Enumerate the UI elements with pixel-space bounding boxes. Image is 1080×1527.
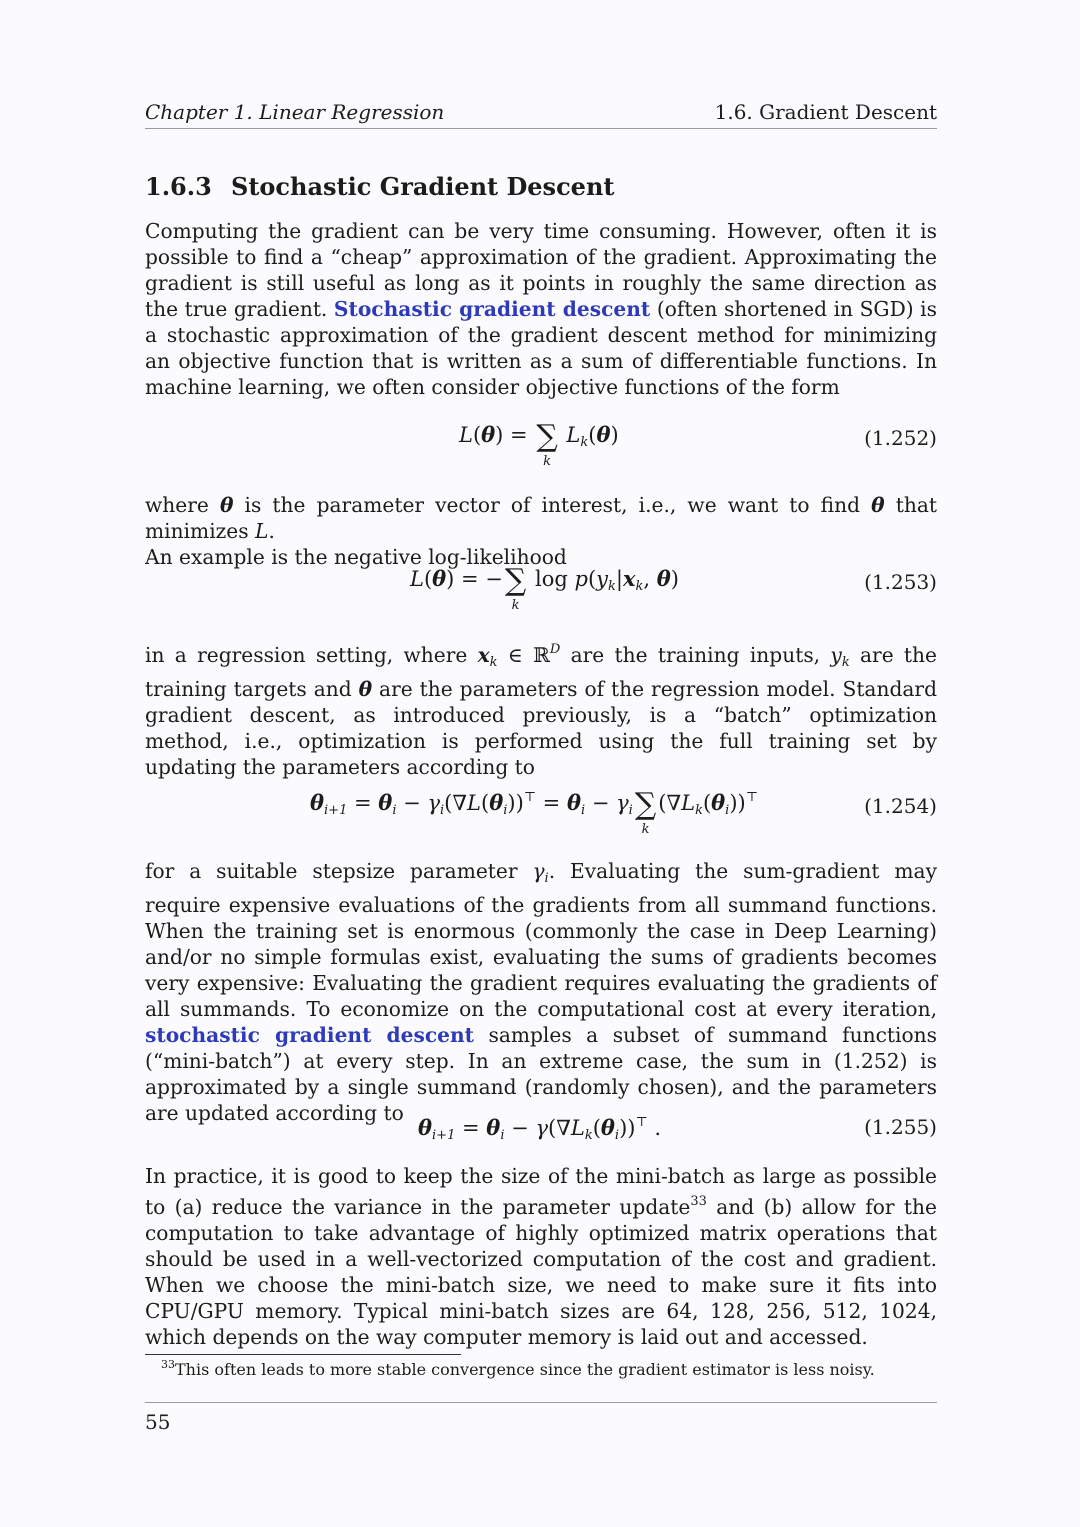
equation-number: (1.254) [864,794,937,818]
equation-number: (1.255) [864,1115,937,1139]
document-page [145,0,937,1527]
equation-1-253 [145,563,937,620]
paragraph-theta: where θ is the parameter vector of interest, i.e., we want to find θ that minimizes L. An example is the negative log-likelihood [145,493,937,569]
sgd-link[interactable]: stochastic gradient descent [145,1023,474,1047]
equation-number: (1.252) [864,426,937,450]
section-heading [145,172,614,201]
paragraph-text: where [145,493,220,517]
equation-1-254 [145,787,937,844]
equation-1-252 [145,419,937,476]
paragraph-text: that minimizes [145,493,937,543]
footnote-mark: 33 [161,1358,175,1371]
paragraph-text: for a suitable stepsize parameter [145,859,533,883]
equation-body: L(θ) = −∑ k $\log p(y_k|x_k$, θ) [410,563,679,613]
footer-divider [145,1402,937,1403]
paragraph-text: are the parameters of the regression model. [372,677,836,701]
paragraph-text: Computing the gradient can be very time consuming. However, often it is possible to find a “cheap” approximation of the gradient. Approximating the gradient is still useful as long as it points in roughly the same direction as the true gradient. [145,219,937,321]
paragraph-stepsize: for a suitable stepsize parameter $\gamma_i$. Evaluating the sum-gradient may require expensive evaluations of the gradients from all summand functions. When the training set is enormous (commonly the case in Deep Learning) and/or no simple formulas exist, evaluating the sums of gradients becomes very expensive: Evaluating the gradient requires evaluating the gradients of all summands. To economize on the computational cost at every iteration, stochastic gradient descent samples a subset of summand functions (“mini-batch”) at every step. In an extreme case, the sum in (1.252) is approximated by a single summand (randomly chosen), and the parameters are updated according to [145,859,937,1125]
sgd-link[interactable]: Stochastic gradient descent [333,297,651,321]
footnote-text: This often leads to more stable convergence since the gradient estimator is less noisy. [175,1360,875,1379]
footnote [161,1358,875,1379]
paragraph-text: are the training targets and [145,643,937,701]
paragraph-text: samples a subset of summand functions (“mini-batch”) at every step. In an extreme case, the sum in (1.252) is approximated by a single summand (randomly chosen), and the parameters are updated according to [145,1023,937,1125]
paragraph-regression: in a regression setting, where $x_k$ ∈ ℝ$^D$ are the training inputs, $y_k$ are the training targets and θ are the parameters of the regression model. Standard gradient descent, as introduced previously, is a “batch” optimization method, i.e., optimization is performed using the full training set by updating the parameters according to [145,642,937,779]
equation-body: L(θ) = ∑ k $L_k(\theta)$ [459,419,619,469]
equation-1-255 [145,1115,937,1149]
paragraph-text: and (b) allow for the computation to take advantage of highly optimized matrix operations that should be used in a well-vectorized computation of the cost and gradient. When we choose the mini-batch size, we need to make sure it fits into CPU/GPU memory. Typical mini-batch sizes are 64, 128, 256, 512, 1024, which depends on the way computer memory is laid out and accessed. [145,1195,937,1349]
header-chapter: Chapter 1. Linear Regression [145,100,445,124]
section-title: Stochastic Gradient Descent [231,172,615,201]
paragraph-text: are the training inputs, [560,643,831,667]
paragraph-text: In practice, it is good to keep the size of the mini-batch as large as possible to (a) reduce the variance in the parameter update [145,1164,937,1219]
footnote-divider [145,1354,461,1355]
paragraph-text: (often shortened in SGD) is a stochastic approximation of the gradient descent method for minimizing an objective function that is written as a sum of differentiable functions. [145,297,937,373]
paragraph-text: Standard gradient descent, as introduced previously, is a “batch” optimization method, i.e., optimization is performed using the full training set by updating the parameters according to [145,677,937,779]
paragraph-intro [145,218,937,400]
equation-body: $\theta_{i+1} = \theta_i - \gamma_i(\nabla L(\theta_i))^⊤ = \theta_i - \gamma_i\sum$ k $(\nabla L_k(\theta_i))^⊤$ [310,787,758,837]
paragraph-text: An example is the negative log-likelihood [145,545,567,569]
page-number: 55 [145,1410,171,1434]
equation-number: (1.253) [864,570,937,594]
header-section: 1.6. Gradient Descent [714,100,937,124]
section-number: 1.6.3 [145,172,212,201]
equation-body: $\theta_{i+1} = \theta_i - \gamma(\nabla L_k(\theta_i))^⊤$ . [418,1115,662,1143]
paragraph-text: is the parameter vector of interest, i.e., we want to find [233,493,872,517]
footnote-ref[interactable]: 33 [690,1194,707,1209]
paragraph-text: in a regression setting, where [145,643,478,667]
paragraph-practice [145,1163,937,1350]
running-header [145,100,937,129]
paragraph-text: . Evaluating the sum-gradient may require expensive evaluations of the gradients from all summand functions. When the training set is enormous (commonly the case in Deep Learning) and/or no simple formulas exist, evaluating the sums of gradients becomes very expensive: Evaluating the gradient requires evaluating the gradients of all summands. To economize on the computational cost at every iteration, [145,859,937,1021]
paragraph-text: In machine learning, we often consider objective functions of the form [145,349,937,399]
